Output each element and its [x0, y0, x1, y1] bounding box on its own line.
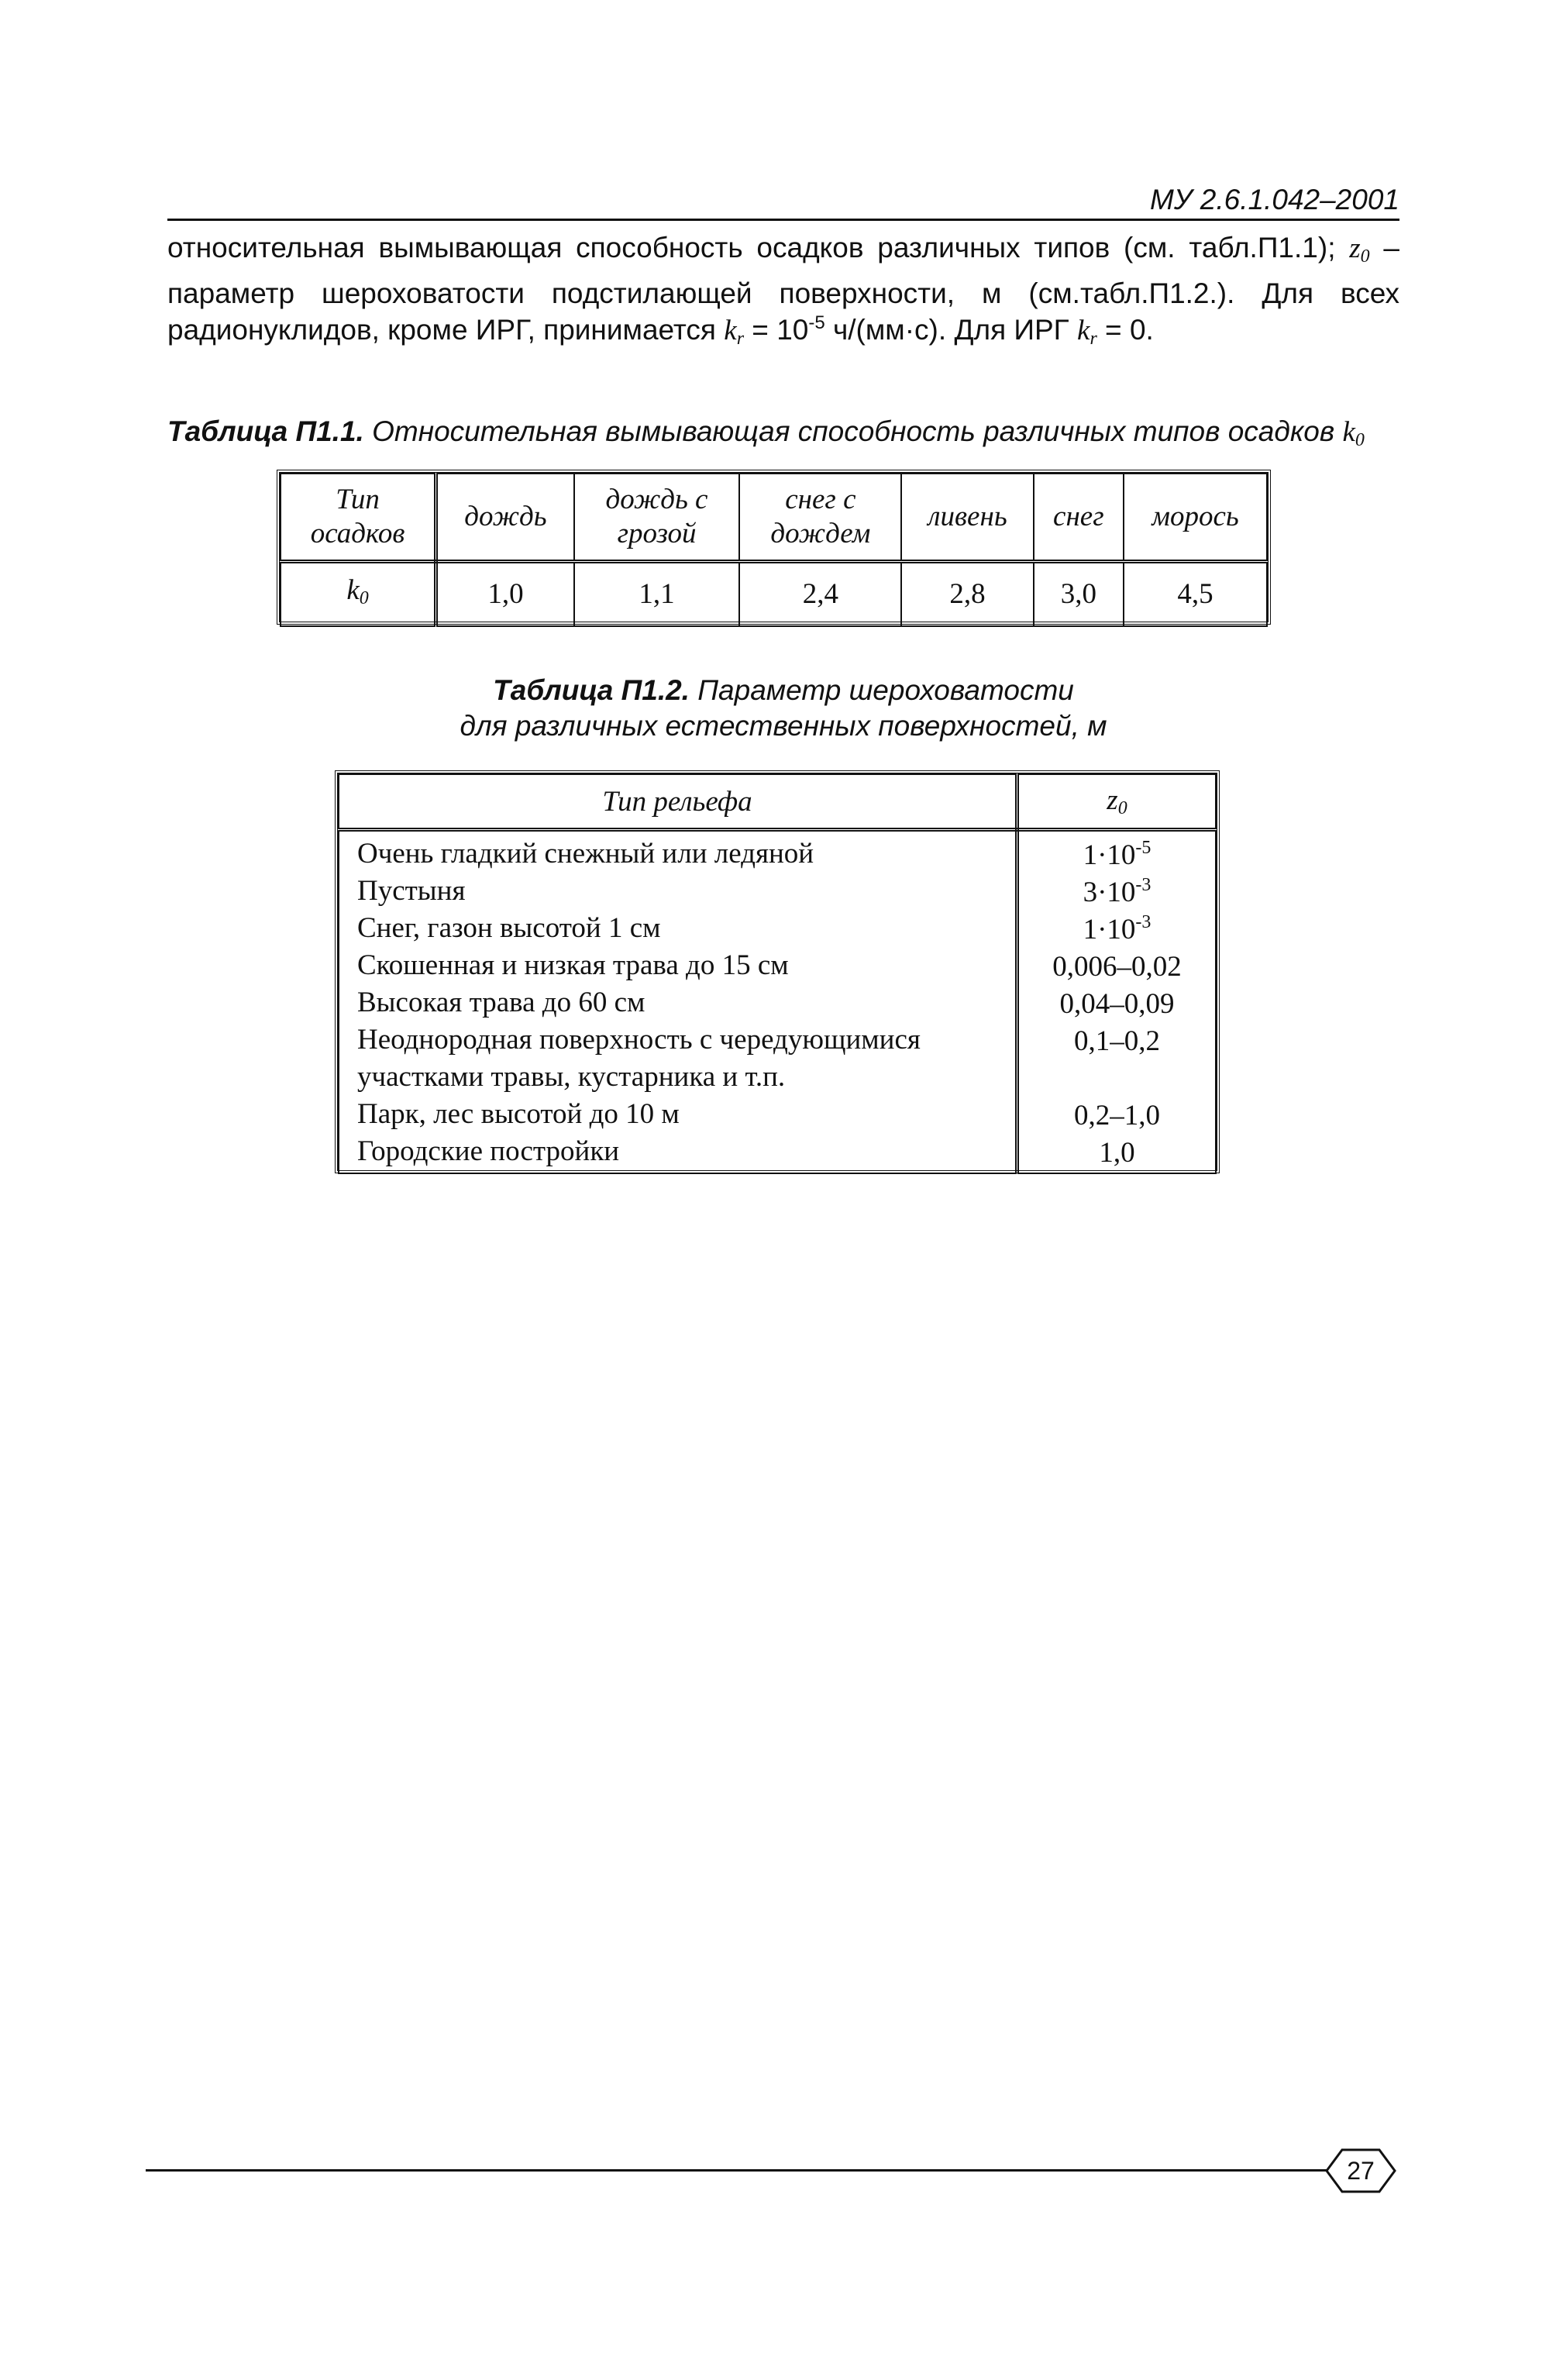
table1-col-header: снег — [1034, 474, 1124, 562]
intro-text-1: относительная вымывающая способность осадков различных типов (см. табл.П1.1); — [167, 232, 1350, 263]
table2 — [335, 770, 1220, 1173]
table1-cell: 4,5 — [1124, 562, 1267, 627]
header-divider — [167, 219, 1399, 221]
table1-cell: 1,1 — [574, 562, 740, 627]
table1-col-header: морось — [1124, 474, 1267, 562]
intro-text-2: – параметр шероховатости подстилающей поверхности, м (см.табл.П1.2.). Для всех радионуклидов, кроме ИРГ, принимается — [167, 232, 1399, 346]
relief-list — [340, 832, 1014, 1170]
intro-text-4: ч/(мм·с). Для ИРГ — [824, 314, 1077, 346]
table1-col-header: ливень — [901, 474, 1033, 562]
table-row: Пустыня — [357, 875, 466, 907]
table-row: Неоднородная поверхность с чередующимися — [357, 1024, 921, 1056]
table-row: Высокая трава до 60 см — [357, 987, 645, 1018]
table1-cell: 2,4 — [739, 562, 901, 627]
kr-symbol-2: $k_r$ — [1077, 315, 1097, 349]
z0-value: $3\cdot 10^{-3}$ — [1083, 875, 1152, 908]
document-code: МУ 2.6.1.042–2001 — [1150, 184, 1399, 215]
z0-symbol: $z_0$ — [1349, 232, 1370, 267]
table1-caption: Таблица П1.1. Относительная вымывающая способность различных типов осадков $k_0$ — [167, 415, 1365, 450]
table2-caption: Таблица П1.2. Параметр шероховатости для различных естественных поверхностей, м — [460, 674, 1107, 742]
intro-text-3: = 10 — [744, 314, 809, 346]
table1-header-type: Тип осадков — [281, 474, 436, 562]
z0-value: 0,006–0,02 — [1052, 951, 1182, 983]
z0-value: 0,1–0,2 — [1074, 1025, 1160, 1057]
exponent: -5 — [808, 312, 825, 333]
table2-header-relief: Тип рельефа — [339, 774, 1017, 830]
table1-col-header: дождь с грозой — [574, 474, 740, 562]
table1-cell: 2,8 — [901, 562, 1033, 627]
footer-divider — [146, 2169, 1361, 2172]
z0-value-empty — [1020, 1060, 1214, 1097]
z0-value: 0,04–0,09 — [1059, 988, 1175, 1020]
page-number: 27 — [1325, 2147, 1396, 2195]
table-row: Очень гладкий снежный или ледяной — [357, 838, 814, 870]
z0-value: $1\cdot 10^{-3}$ — [1083, 912, 1152, 945]
table2-header-z0: $z_0$ — [1017, 774, 1217, 830]
table-row: Городские постройки — [357, 1135, 620, 1167]
table1 — [277, 470, 1271, 625]
table-row: Парк, лес высотой до 10 м — [357, 1098, 680, 1130]
kr-symbol: $k_r$ — [724, 315, 745, 349]
intro-paragraph — [167, 229, 1399, 357]
table-row: Скошенная и низкая трава до 15 см — [357, 949, 789, 981]
z0-value: 0,2–1,0 — [1074, 1100, 1160, 1131]
table-row: участками травы, кустарника и т.п. — [357, 1061, 786, 1093]
intro-text-5: = 0. — [1096, 314, 1154, 346]
table1-cell: 1,0 — [436, 562, 574, 627]
z0-value: 1,0 — [1099, 1137, 1135, 1169]
table1-cell: 3,0 — [1034, 562, 1124, 627]
z0-value: $1\cdot 10^{-5}$ — [1083, 838, 1152, 871]
table-row: Снег, газон высотой 1 см — [357, 912, 661, 944]
table1-row-label: $k_0$ — [281, 562, 436, 627]
z0-values-list — [1020, 832, 1214, 1172]
table1-col-header: дождь — [436, 474, 574, 562]
table1-col-header: снег с дождем — [739, 474, 901, 562]
